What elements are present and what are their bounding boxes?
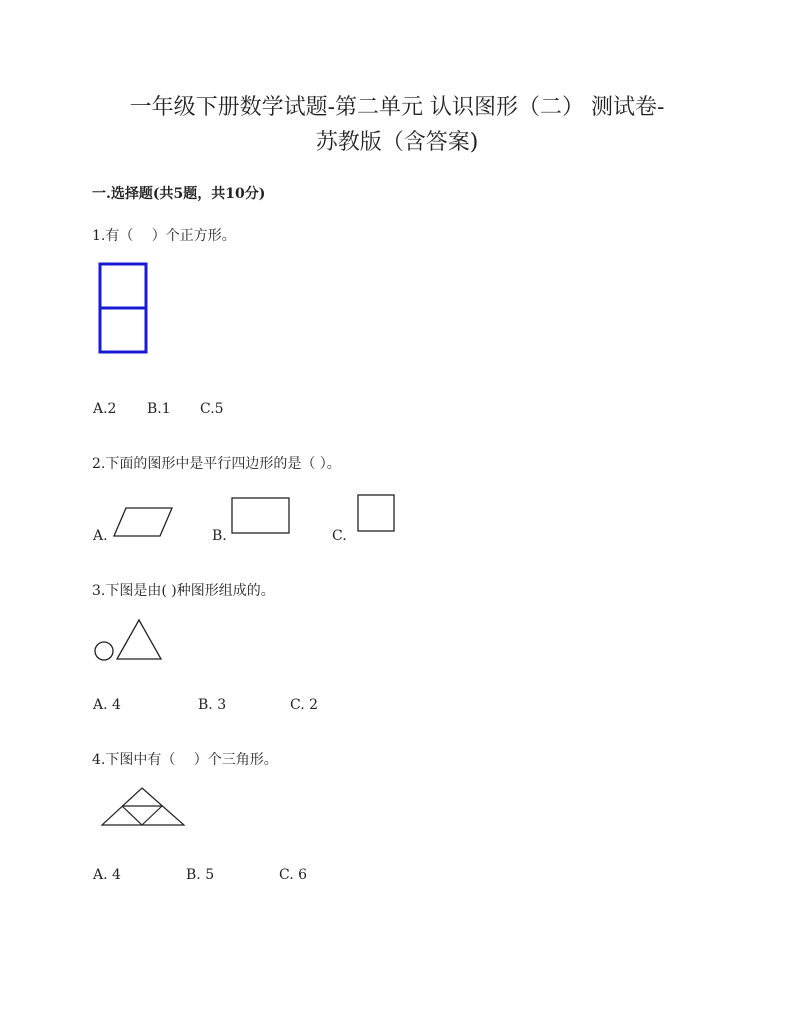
page-title-line-1: 一年级下册数学试题-第二单元 认识图形（二） 测试卷- xyxy=(129,95,665,120)
page-title-line-2: 苏教版（含答案) xyxy=(315,130,479,155)
question-3-option-b[interactable]: B. 3 xyxy=(198,697,227,713)
question-1-text: 1.有（ ）个正方形。 xyxy=(92,228,236,244)
question-2-option-c[interactable]: C. xyxy=(332,528,347,544)
question-3-text: 3.下图是由( )种图形组成的。 xyxy=(92,583,275,599)
question-4-triangle-figure xyxy=(100,785,186,829)
question-1-option-c[interactable]: C.5 xyxy=(200,401,224,417)
section-heading: 一.选择题(共5题，共10分) xyxy=(92,186,266,202)
question-1-figure xyxy=(98,262,150,356)
rectangle-figure xyxy=(231,497,291,535)
question-1-option-b[interactable]: B.1 xyxy=(147,401,171,417)
question-2-text: 2.下面的图形中是平行四边形的是（ ）。 xyxy=(92,456,341,472)
question-3-figure xyxy=(93,616,165,662)
square-bottom xyxy=(100,308,146,352)
question-4-option-b[interactable]: B. 5 xyxy=(186,867,215,883)
question-3-option-c[interactable]: C. 2 xyxy=(290,697,319,713)
question-2-option-b[interactable]: B. xyxy=(212,528,227,544)
question-3-option-a[interactable]: A. 4 xyxy=(93,697,121,713)
question-2-option-a[interactable]: A. xyxy=(93,528,108,544)
question-4-option-c[interactable]: C. 6 xyxy=(279,867,308,883)
square-top xyxy=(100,264,146,308)
parallelogram-figure xyxy=(112,506,174,538)
question-4-option-a[interactable]: A. 4 xyxy=(93,867,121,883)
triangle-shape xyxy=(117,620,161,659)
square-figure xyxy=(357,494,397,534)
circle-shape xyxy=(95,642,113,660)
question-4-text: 4.下图中有（ ）个三角形。 xyxy=(92,752,278,768)
question-1-option-a[interactable]: A.2 xyxy=(93,401,117,417)
